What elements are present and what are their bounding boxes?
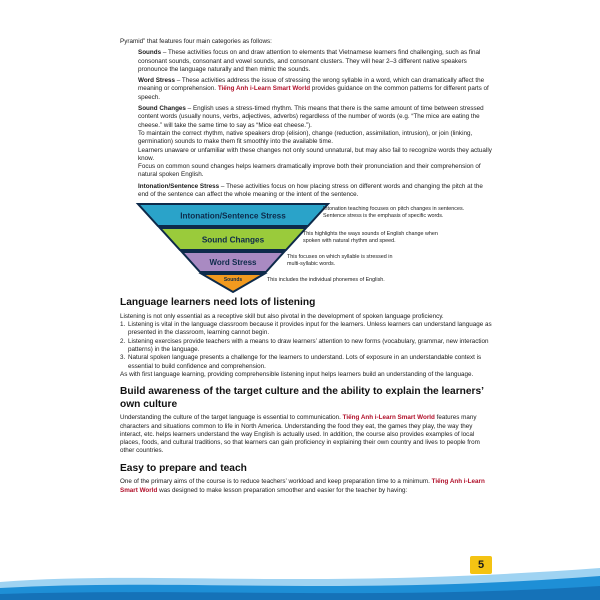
listening-closing: As with first language learning, providing comprehensible listening input helps learners build an understanding of the language.	[120, 370, 474, 378]
prepare-para: One of the primary aims of the course is to reduce teachers’ workload and keep preparation time to a minimum. Tiếng Anh i-Learn Smart World was designed to make lesson preparation smoother and easier for the teacher by having:	[120, 478, 485, 494]
note-sound-changes: This highlights the ways sounds of English change when spoken with natural rhythm and speed.	[303, 231, 438, 245]
category-sound-changes	[138, 105, 492, 180]
list-item: 3. Natural spoken language presents a challenge for the learners to understand. Lots of exposure in an understandable context is essential to build confidence and comprehension.	[120, 354, 482, 370]
sound-changes-extra-1: To maintain the correct rhythm, native speakers drop (elision), change (reduction, assimilation, intrusion), or join (linking, germination) sounds to make them fit smoothly into the available time.	[138, 129, 473, 146]
footer-wave-decoration	[0, 560, 600, 600]
desc-word-stress-a: – These activities address the issue of stressing the wrong syllable in a word, which can dramatically affect the meaning or comprehension.	[138, 77, 485, 93]
sound-changes-extra-2: Learners unaware or unfamiliar with these changes not only sound unnatural, but may also fail to recognize words they actually know.	[138, 146, 492, 162]
brand-name: Tiếng Anh i-Learn Smart World	[120, 478, 485, 494]
brand-name: Tiếng Anh i-Learn Smart World	[342, 414, 435, 422]
note-sounds: This includes the individual phonemes of English.	[267, 277, 385, 284]
culture-para: Understanding the culture of the target language is essential to communication. Tiếng Anh i-Learn Smart World features many characters and situations common to life in North America. Understanding the food they eat, the games they play, the way they interact, etc. helps learners understand the way English is actually used. In addition, the course also provides examples of local places, foods, and cultural traditions, so that learners can gain proficiency in explaining their own country and lives to people from other countries.	[120, 414, 480, 455]
pyramid-label-sound-changes: Sound Changes	[201, 235, 265, 245]
list-item: 1. Listening is vital in the language classroom because it provides input for the learners. Unless learners can understand language as presented in the classroom, learning cannot begin.	[120, 321, 492, 337]
category-word-stress	[138, 77, 492, 102]
pyramid-label-sounds: Sounds	[223, 277, 243, 284]
note-word-stress: This focuses on which syllable is stressed in multi-syllabic words.	[287, 254, 393, 268]
heading-prepare: Easy to prepare and teach	[120, 462, 247, 474]
page-content	[120, 38, 492, 495]
pyramid-label-intonation: Intonation/Sentence Stress	[180, 211, 286, 221]
pyramid-graphic	[138, 202, 328, 288]
intro-text: Pyramid” that features four main categories as follows:	[120, 38, 272, 45]
desc-sound-changes: – English uses a stress-timed rhythm. This means that there is the same amount of time between stressed content words (usually nouns, verbs, adjectives, adverbs) regardless of the number of words (e.g. “The mice are eating the cheese.” will take the same time to say as “Mice eat cheese.”).	[138, 105, 484, 129]
term-word-stress: Word Stress	[138, 77, 175, 85]
category-sounds	[138, 49, 492, 74]
pyramid-label-word-stress: Word Stress	[209, 258, 257, 268]
heading-culture: Build awareness of the target culture and the ability to explain the learners’ own culture	[120, 386, 484, 410]
term-intonation: Intonation/Sentence Stress	[138, 182, 220, 190]
listening-para: Listening is not only essential as a receptive skill but also pivotal in the development of spoken language proficiency.	[120, 312, 444, 320]
page-number-badge: 5	[470, 556, 492, 574]
term-sound-changes: Sound Changes	[138, 105, 186, 113]
category-intonation	[138, 183, 492, 200]
heading-listening: Language learners need lots of listening	[120, 297, 316, 309]
desc-word-stress-b: provides guidance on the common patterns for different parts of speech.	[138, 85, 489, 101]
listening-list	[120, 321, 492, 371]
category-list	[120, 49, 492, 199]
pronunciation-pyramid	[120, 202, 492, 290]
list-item: 2. Listening exercises provide teachers with a means to draw learners’ attention to new forms (vocabulary, grammar, new interaction patterns) in the language.	[120, 337, 489, 354]
term-sounds: Sounds	[138, 49, 162, 57]
desc-sounds: – These activities focus on and draw attention to elements that Vietnamese learners find challenging, such as final consonant sounds, consonant and vowel sounds, and consonant clusters. They will hear 2–3 different native speakers pronounce the language naturally and then mimic the sounds.	[138, 49, 481, 73]
sound-changes-extra-3: Focus on common sound changes helps learners dramatically improve both their pronunciation and their comprehension of natural spoken English.	[138, 163, 481, 179]
note-intonation: Intonation teaching focuses on pitch changes in sentences. Sentence stress is the emphasis of specific words.	[323, 206, 465, 220]
brand-name: Tiếng Anh i-Learn Smart World	[217, 85, 311, 93]
desc-intonation: – These activities focus on how placing stress on different words and changing the pitch at the end of the sentence can affect the whole meaning or the intent of the sentence.	[138, 182, 483, 199]
